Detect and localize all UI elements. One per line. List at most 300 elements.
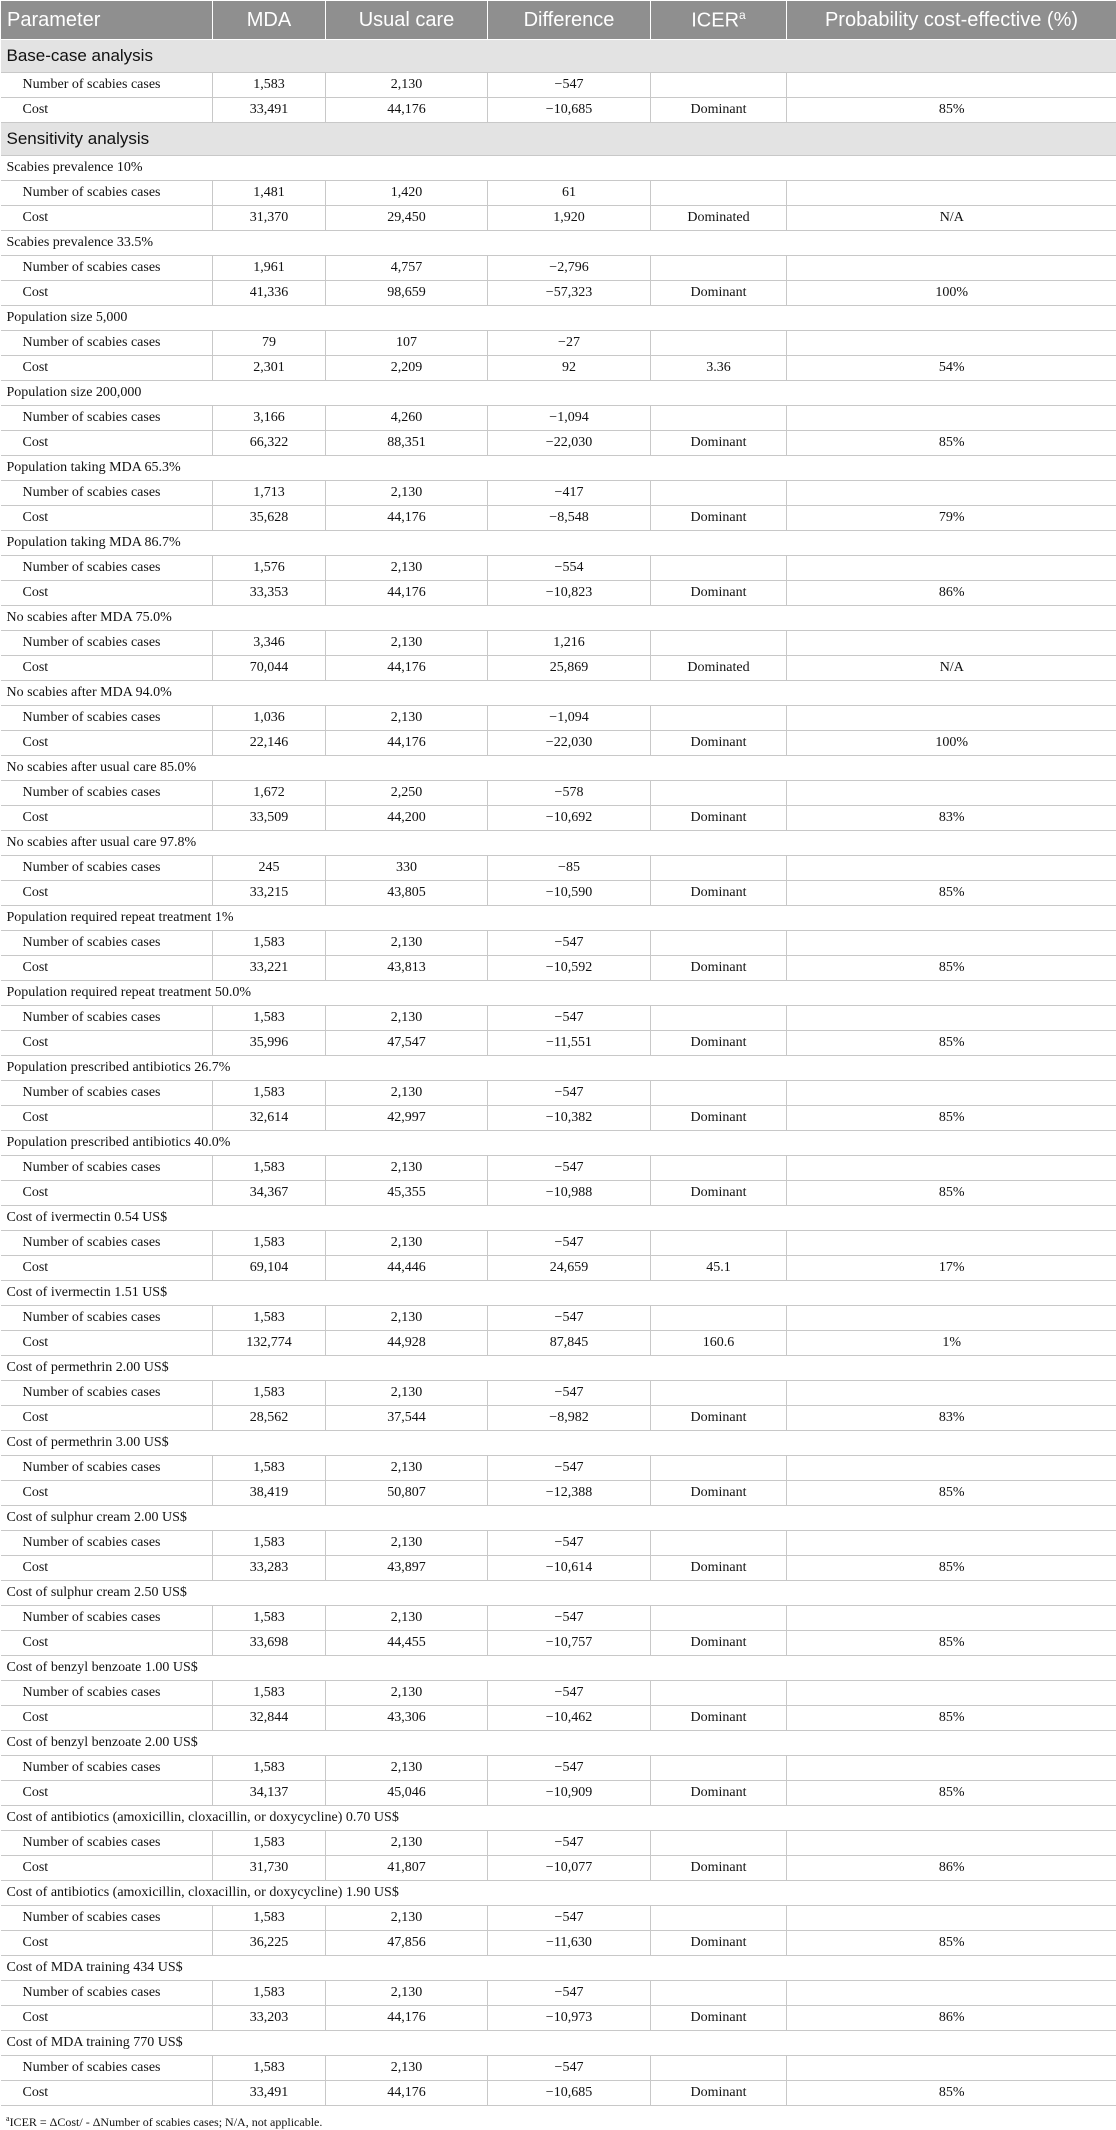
group-row [1,606,1116,631]
cell-difference: −10,382 [488,1106,651,1131]
cell-parameter: Cost [1,1331,213,1356]
section-row [1,40,1116,73]
cell-difference: −1,094 [488,706,651,731]
cell-parameter: Number of scabies cases [1,73,213,98]
header-parameter: Parameter [1,1,213,40]
table-row [1,98,1116,123]
cell-difference: 25,869 [488,656,651,681]
cell-icer [651,1081,787,1106]
cell-usual-care: 2,130 [326,1006,488,1031]
cell-difference: −12,388 [488,1481,651,1506]
cell-usual-care: 2,130 [326,1531,488,1556]
cell-parameter: Number of scabies cases [1,481,213,506]
cell-probability [787,1306,1116,1331]
table-row [1,1306,1116,1331]
cell-probability [787,706,1116,731]
cell-usual-care: 1,420 [326,181,488,206]
table-row [1,1531,1116,1556]
cell-mda: 1,583 [213,1231,326,1256]
table-row [1,2056,1116,2081]
cell-usual-care: 44,176 [326,2006,488,2031]
cell-difference: −10,909 [488,1781,651,1806]
cell-usual-care: 44,455 [326,1631,488,1656]
header-difference: Difference [488,1,651,40]
cell-parameter: Cost [1,1256,213,1281]
cell-parameter: Cost [1,2081,213,2106]
group-row [1,1656,1116,1681]
cell-icer: Dominant [651,431,787,456]
cell-probability [787,256,1116,281]
table-row [1,356,1116,381]
cell-icer: Dominant [651,1181,787,1206]
cell-mda: 22,146 [213,731,326,756]
cell-parameter: Number of scabies cases [1,556,213,581]
cell-parameter: Cost [1,731,213,756]
group-title: Cost of antibiotics (amoxicillin, cloxacillin, or doxycycline) 1.90 US$ [1,1881,1116,1906]
cell-probability [787,1681,1116,1706]
cell-usual-care: 44,176 [326,656,488,681]
group-title: Population required repeat treatment 1% [1,906,1116,931]
cell-icer: Dominant [651,1631,787,1656]
cell-usual-care: 2,209 [326,356,488,381]
table-row [1,1706,1116,1731]
cell-mda: 1,583 [213,1531,326,1556]
cell-difference: −10,988 [488,1181,651,1206]
cell-difference: −547 [488,1306,651,1331]
cell-difference: −547 [488,2056,651,2081]
cell-icer: Dominant [651,1556,787,1581]
table-row [1,1006,1116,1031]
footnote-text: ICER = ΔCost/ - ΔNumber of scabies cases; N/A, not applicable. [10,2115,323,2129]
table-row [1,1331,1116,1356]
cell-mda: 31,370 [213,206,326,231]
group-title: Cost of permethrin 2.00 US$ [1,1356,1116,1381]
cell-mda: 69,104 [213,1256,326,1281]
cell-probability [787,2056,1116,2081]
group-title: Cost of sulphur cream 2.00 US$ [1,1506,1116,1531]
cell-parameter: Number of scabies cases [1,2056,213,2081]
table-row [1,406,1116,431]
cell-probability [787,1006,1116,1031]
cell-parameter: Cost [1,281,213,306]
cell-mda: 3,346 [213,631,326,656]
table-row [1,631,1116,656]
cell-parameter: Number of scabies cases [1,1531,213,1556]
section-title: Sensitivity analysis [1,123,1116,156]
header-mda: MDA [213,1,326,40]
cell-mda: 132,774 [213,1331,326,1356]
cell-icer: Dominant [651,806,787,831]
cell-difference: −8,982 [488,1406,651,1431]
table-row [1,1981,1116,2006]
table-body [1,40,1116,2106]
group-row [1,381,1116,406]
cell-mda: 32,614 [213,1106,326,1131]
table-row [1,181,1116,206]
cell-parameter: Number of scabies cases [1,1456,213,1481]
cell-probability: 54% [787,356,1116,381]
cell-usual-care: 2,130 [326,1756,488,1781]
cell-parameter: Cost [1,956,213,981]
group-row [1,2031,1116,2056]
cell-icer: Dominated [651,206,787,231]
cell-mda: 70,044 [213,656,326,681]
table-row [1,806,1116,831]
cell-mda: 32,844 [213,1706,326,1731]
table-row [1,706,1116,731]
cell-difference: 1,920 [488,206,651,231]
cell-icer: Dominated [651,656,787,681]
cell-icer [651,406,787,431]
cell-mda: 79 [213,331,326,356]
cell-usual-care: 2,130 [326,931,488,956]
cell-usual-care: 2,130 [326,1981,488,2006]
cell-parameter: Cost [1,1556,213,1581]
table-row [1,506,1116,531]
cell-difference: −547 [488,1081,651,1106]
cell-parameter: Cost [1,506,213,531]
cell-mda: 1,583 [213,1156,326,1181]
cell-mda: 1,583 [213,1906,326,1931]
table-row [1,2006,1116,2031]
cell-difference: −547 [488,1981,651,2006]
group-row [1,981,1116,1006]
group-title: No scabies after MDA 75.0% [1,606,1116,631]
table-row [1,1756,1116,1781]
footnote-marker: a [6,2114,10,2123]
cell-mda: 33,509 [213,806,326,831]
cell-probability: 85% [787,1931,1116,1956]
group-title: Population size 200,000 [1,381,1116,406]
cell-icer: Dominant [651,1931,787,1956]
cell-difference: −10,692 [488,806,651,831]
cell-probability: 100% [787,731,1116,756]
cell-mda: 35,628 [213,506,326,531]
group-row [1,681,1116,706]
cell-difference: −2,796 [488,256,651,281]
group-row [1,1431,1116,1456]
cell-parameter: Number of scabies cases [1,331,213,356]
cell-probability: 85% [787,2081,1116,2106]
cell-difference: −10,685 [488,2081,651,2106]
cell-usual-care: 4,260 [326,406,488,431]
cell-mda: 34,137 [213,1781,326,1806]
cell-probability: 1% [787,1331,1116,1356]
group-title: Cost of sulphur cream 2.50 US$ [1,1581,1116,1606]
table-row [1,1906,1116,1931]
cell-mda: 35,996 [213,1031,326,1056]
cell-icer: Dominant [651,956,787,981]
cell-mda: 33,203 [213,2006,326,2031]
cell-parameter: Cost [1,206,213,231]
cell-mda: 3,166 [213,406,326,431]
group-row [1,1056,1116,1081]
section-row [1,123,1116,156]
table-row [1,331,1116,356]
cell-usual-care: 44,176 [326,506,488,531]
cell-usual-care: 2,130 [326,481,488,506]
cell-mda: 1,583 [213,1381,326,1406]
group-title: Population required repeat treatment 50.0% [1,981,1116,1006]
table-row [1,1856,1116,1881]
cell-usual-care: 2,130 [326,1456,488,1481]
cell-parameter: Cost [1,2006,213,2031]
cell-mda: 1,583 [213,1006,326,1031]
cell-probability [787,556,1116,581]
table-row [1,1156,1116,1181]
cell-icer: Dominant [651,581,787,606]
group-row [1,1506,1116,1531]
group-title: Scabies prevalence 33.5% [1,231,1116,256]
cell-mda: 28,562 [213,1406,326,1431]
cell-usual-care: 44,200 [326,806,488,831]
cell-mda: 1,583 [213,2056,326,2081]
group-title: Population size 5,000 [1,306,1116,331]
cell-parameter: Cost [1,1856,213,1881]
cell-probability: 100% [787,281,1116,306]
cell-icer [651,331,787,356]
table-footnote [0,2106,1116,2130]
cell-icer [651,781,787,806]
group-title: Cost of benzyl benzoate 1.00 US$ [1,1656,1116,1681]
cell-usual-care: 44,176 [326,731,488,756]
group-title: No scabies after usual care 97.8% [1,831,1116,856]
cell-usual-care: 47,547 [326,1031,488,1056]
group-row [1,1731,1116,1756]
cell-probability: 85% [787,1031,1116,1056]
table-row [1,1456,1116,1481]
cell-parameter: Cost [1,1631,213,1656]
cell-icer [651,2056,787,2081]
cell-probability [787,856,1116,881]
cell-difference: −10,077 [488,1856,651,1881]
cell-usual-care: 2,130 [326,1681,488,1706]
cell-icer: 3.36 [651,356,787,381]
cell-mda: 33,283 [213,1556,326,1581]
cell-icer [651,706,787,731]
cell-probability: 85% [787,98,1116,123]
cell-icer [651,1306,787,1331]
cell-mda: 1,481 [213,181,326,206]
group-title: Cost of ivermectin 0.54 US$ [1,1206,1116,1231]
cell-icer [651,256,787,281]
cell-icer [651,1681,787,1706]
cell-probability: 85% [787,881,1116,906]
table-row [1,1481,1116,1506]
table-row [1,881,1116,906]
header-usual-care: Usual care [326,1,488,40]
cell-icer: Dominant [651,2006,787,2031]
cell-usual-care: 29,450 [326,206,488,231]
table-row [1,781,1116,806]
cell-usual-care: 88,351 [326,431,488,456]
table-row [1,1406,1116,1431]
cell-probability: 85% [787,1556,1116,1581]
cell-usual-care: 45,046 [326,1781,488,1806]
cell-icer [651,1981,787,2006]
cell-difference: −1,094 [488,406,651,431]
group-row [1,1956,1116,1981]
cell-mda: 1,583 [213,1756,326,1781]
cell-probability [787,481,1116,506]
table-row [1,1231,1116,1256]
cell-mda: 33,353 [213,581,326,606]
cell-difference: −10,757 [488,1631,651,1656]
cell-parameter: Cost [1,1481,213,1506]
group-title: Cost of ivermectin 1.51 US$ [1,1281,1116,1306]
cell-parameter: Number of scabies cases [1,1681,213,1706]
cell-probability [787,1756,1116,1781]
cell-mda: 1,961 [213,256,326,281]
cell-parameter: Number of scabies cases [1,1606,213,1631]
table-row [1,656,1116,681]
cell-probability: 86% [787,581,1116,606]
cell-parameter: Number of scabies cases [1,706,213,731]
group-title: Cost of benzyl benzoate 2.00 US$ [1,1731,1116,1756]
table-row [1,1681,1116,1706]
cell-icer: Dominant [651,281,787,306]
group-title: Scabies prevalence 10% [1,156,1116,181]
cell-parameter: Cost [1,1706,213,1731]
group-title: No scabies after MDA 94.0% [1,681,1116,706]
cell-icer [651,1381,787,1406]
group-row [1,531,1116,556]
cell-difference: −547 [488,1831,651,1856]
cell-difference: −547 [488,1456,651,1481]
cell-parameter: Cost [1,356,213,381]
cell-usual-care: 45,355 [326,1181,488,1206]
cell-usual-care: 2,130 [326,1306,488,1331]
cell-difference: −547 [488,1906,651,1931]
cell-usual-care: 2,130 [326,1606,488,1631]
cell-probability [787,1831,1116,1856]
cell-usual-care: 43,813 [326,956,488,981]
group-title: Cost of permethrin 3.00 US$ [1,1431,1116,1456]
table-row [1,1031,1116,1056]
cell-usual-care: 2,130 [326,1831,488,1856]
cell-mda: 34,367 [213,1181,326,1206]
cell-probability [787,1231,1116,1256]
cell-usual-care: 2,130 [326,1231,488,1256]
table-row [1,1181,1116,1206]
cell-parameter: Cost [1,1031,213,1056]
cell-icer [651,181,787,206]
cell-probability [787,1606,1116,1631]
group-title: Population prescribed antibiotics 26.7% [1,1056,1116,1081]
icer-footnote-marker: a [739,8,746,22]
group-row [1,306,1116,331]
table-row [1,256,1116,281]
group-row [1,1206,1116,1231]
cell-icer [651,1831,787,1856]
cell-difference: −547 [488,1531,651,1556]
cell-difference: −11,551 [488,1031,651,1056]
cell-difference: −547 [488,73,651,98]
cell-icer [651,1606,787,1631]
cell-parameter: Cost [1,1181,213,1206]
cell-difference: −547 [488,1756,651,1781]
cell-difference: −578 [488,781,651,806]
cell-difference: −22,030 [488,431,651,456]
cell-usual-care: 47,856 [326,1931,488,1956]
cell-parameter: Number of scabies cases [1,1231,213,1256]
cell-parameter: Number of scabies cases [1,1756,213,1781]
group-title: Cost of MDA training 434 US$ [1,1956,1116,1981]
group-row [1,156,1116,181]
table-row [1,1781,1116,1806]
table-row [1,481,1116,506]
cell-difference: −10,614 [488,1556,651,1581]
cell-probability [787,1456,1116,1481]
table-row [1,1106,1116,1131]
cell-icer: Dominant [651,1481,787,1506]
group-row [1,906,1116,931]
cell-mda: 31,730 [213,1856,326,1881]
group-title: Cost of MDA training 770 US$ [1,2031,1116,2056]
cell-icer [651,931,787,956]
cell-parameter: Number of scabies cases [1,631,213,656]
cell-icer [651,1531,787,1556]
cell-usual-care: 4,757 [326,256,488,281]
cell-difference: 87,845 [488,1331,651,1356]
table-row [1,1831,1116,1856]
cell-usual-care: 2,130 [326,1156,488,1181]
cell-icer [651,556,787,581]
cell-usual-care: 2,130 [326,556,488,581]
cell-parameter: Number of scabies cases [1,931,213,956]
section-title: Base-case analysis [1,40,1116,73]
table-row [1,931,1116,956]
cell-difference: −10,462 [488,1706,651,1731]
cell-mda: 41,336 [213,281,326,306]
table-row [1,556,1116,581]
cell-difference: −10,973 [488,2006,651,2031]
cell-icer [651,73,787,98]
group-row [1,456,1116,481]
cell-usual-care: 2,130 [326,73,488,98]
header-probability: Probability cost-effective (%) [787,1,1116,40]
header-icer: ICER$^a$ [651,1,787,40]
cell-icer [651,481,787,506]
group-title: Population taking MDA 86.7% [1,531,1116,556]
table-row [1,431,1116,456]
cell-probability [787,406,1116,431]
cell-difference: −8,548 [488,506,651,531]
cell-difference: −10,823 [488,581,651,606]
cell-usual-care: 330 [326,856,488,881]
cell-icer: Dominant [651,1781,787,1806]
cell-probability: 86% [787,2006,1116,2031]
cell-parameter: Cost [1,806,213,831]
cell-icer [651,631,787,656]
cell-parameter: Number of scabies cases [1,1081,213,1106]
cell-difference: −547 [488,1381,651,1406]
cell-usual-care: 37,544 [326,1406,488,1431]
cell-icer: Dominant [651,2081,787,2106]
cell-mda: 33,491 [213,2081,326,2106]
cell-icer: Dominant [651,1706,787,1731]
cell-difference: −27 [488,331,651,356]
cell-mda: 33,221 [213,956,326,981]
table-row [1,1556,1116,1581]
cell-mda: 1,583 [213,73,326,98]
cell-parameter: Number of scabies cases [1,181,213,206]
cell-mda: 1,713 [213,481,326,506]
cell-difference: −417 [488,481,651,506]
cell-usual-care: 43,306 [326,1706,488,1731]
table-row [1,1631,1116,1656]
group-row [1,1281,1116,1306]
